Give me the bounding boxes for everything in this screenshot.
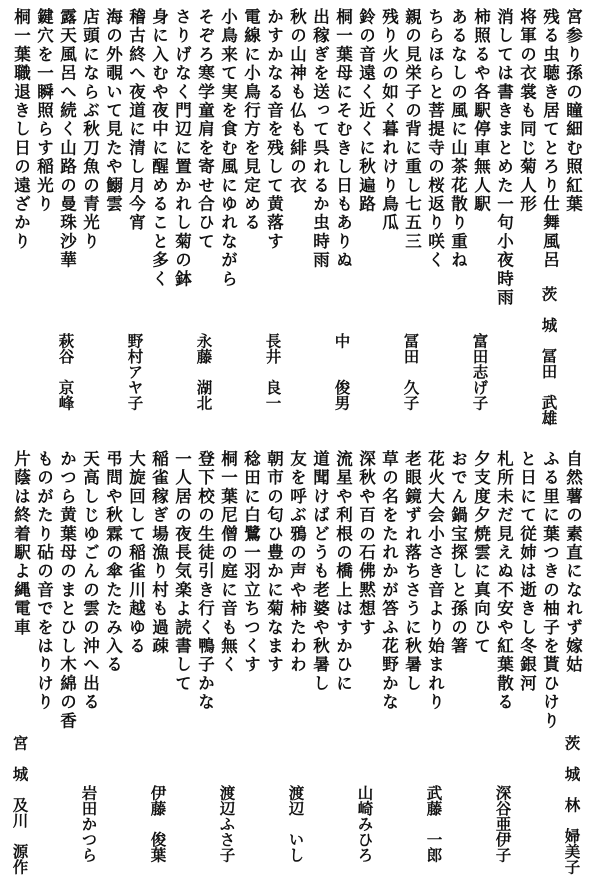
author-name: 茨 城 冨田 武雄 [539,286,559,426]
haiku-line: 露天風呂へ続く山路の曼珠沙華 [57,8,77,270]
haiku-line: かつら黄葉母のまとひし木綿の香 [57,450,77,731]
haiku-line: 夕支度夕焼雲に真向ひて [471,450,491,656]
author-name: 伊藤 俊葉 [148,785,168,863]
haiku-line: 朝市の匂ひ豊かに菊なます [264,450,284,675]
haiku-line: 稽古終へ夜道に清し月今宵 [126,8,146,233]
haiku-line: 将軍の衣裳も同じ菊人形 [517,8,537,214]
haiku-line: 鍵穴を一瞬照らす稲光り [34,8,54,214]
haiku-line: ちらほらと菩提寺の桜返り咲く [425,8,445,270]
haiku-line: 稔田に白鷺一羽立ちつくす [241,450,261,675]
haiku-line: 身に入むや夜中に醒めること多く [149,8,169,289]
haiku-line: 札所未だ見えぬ不安や紅葉散る [494,450,514,712]
author-name: 長井 良一 [263,333,283,411]
haiku-line: 残り火の如く暮れけり鳥瓜 [379,8,399,233]
haiku-line: 草の名をたれかが答ふ花野かな [379,450,399,712]
author-name: 岩田かつら [79,785,99,863]
author-name: 渡辺ふさ子 [217,785,237,863]
haiku-line: 柿照るや各駅停車無人駅 [471,8,491,214]
haiku-line: おでん鍋宝探しと孫の箸 [448,450,468,656]
haiku-line: 大旋回して稲雀川越ゆる [126,450,146,656]
haiku-line: と日にて従姉は逝きし冬銀河 [517,450,537,694]
haiku-line: 宮参り孫の瞳細む照紅葉 [563,8,583,214]
author-name: 深谷亜伊子 [493,785,513,863]
haiku-line: 鈴の音遠く近くに秋遍路 [356,8,376,214]
haiku-line: 道聞けばどうも老婆や秋暑し [310,450,330,694]
haiku-line: さりげなく門辺に置かれし菊の鉢 [172,8,192,289]
haiku-line: 桐一葉尼僧の庭に音も無く [218,450,238,675]
haiku-line: 海の外覗いて見たや鰯雲 [103,8,123,214]
haiku-line: 秋の山神も仏も緋の衣 [287,8,307,195]
haiku-line: 流星や利根の橋上はすかひに [333,450,353,694]
author-name: 野村アヤ子 [125,333,145,411]
haiku-line: 自然薯の素直になれず嫁姑 [563,450,583,675]
author-name: 中 俊男 [332,333,352,411]
haiku-line: 老眼鏡ずれ落ちさうに秋暑し [402,450,422,694]
haiku-line: ふる里に葉つきの柚子を貰ひけり [540,450,560,731]
author-name: 富田志げ子 [470,333,490,411]
haiku-line: 残る虫聴き居てとろり仕舞風呂 [540,8,560,270]
author-name: 茨 城 林 婦美子 [562,735,582,875]
haiku-line: 一人居の夜長気楽よ読書して [172,450,192,694]
author-name: 山崎みひろ [355,785,375,863]
haiku-line: 桐一葉母にそむきし日もありぬ [333,8,353,270]
haiku-line: 稲雀稼ぎ場漁り村も過疎 [149,450,169,656]
haiku-line: 桐一葉職退きし日の遠ざかり [11,8,31,252]
author-name: 渡辺 いし [286,785,306,863]
author-name: 永藤 湖北 [194,333,214,411]
haiku-line: 天高しじゆごんの雲の沖へ出る [80,450,100,712]
haiku-line: 出稼ぎを送って呉れるか虫時雨 [310,8,330,270]
haiku-line: 消しては書きまとめた一句小夜時雨 [494,8,514,308]
author-name: 武藤 一郎 [424,785,444,863]
author-name: 萩谷 京峰 [56,333,76,411]
haiku-line: 登下校の生徒引き行く鴨子かな [195,450,215,712]
haiku-line: あるなしの風に山茶花散り重ね [448,8,468,270]
haiku-line: 花火大会小さき音より始まれり [425,450,445,712]
author-name: 宮 城 及川 源作 [10,735,30,875]
haiku-line: 片蔭は終着駅よ縄電車 [11,450,31,637]
haiku-line: 親の見栄子の背に重し七五三 [402,8,422,252]
haiku-line: 店頭にならぶ秋刀魚の青光り [80,8,100,252]
author-name: 冨田 久子 [401,333,421,411]
haiku-line: そぞろ寒学童肩を寄せ合ひて [195,8,215,252]
haiku-line: 友を呼ぶ鴉の声や柿たわわ [287,450,307,675]
haiku-line: 深秋や百の石佛黙想す [356,450,376,637]
haiku-line: かすかなる音を残して黄落す [264,8,284,252]
haiku-line: ものがたり砧の音でをはりけり [34,450,54,712]
haiku-line: 電線に小鳥行方を見定める [241,8,261,233]
haiku-line: 小鳥来て実を食む風にゆれながら [218,8,238,289]
haiku-line: 弔問や秋霖の傘たたみ入る [103,450,123,675]
